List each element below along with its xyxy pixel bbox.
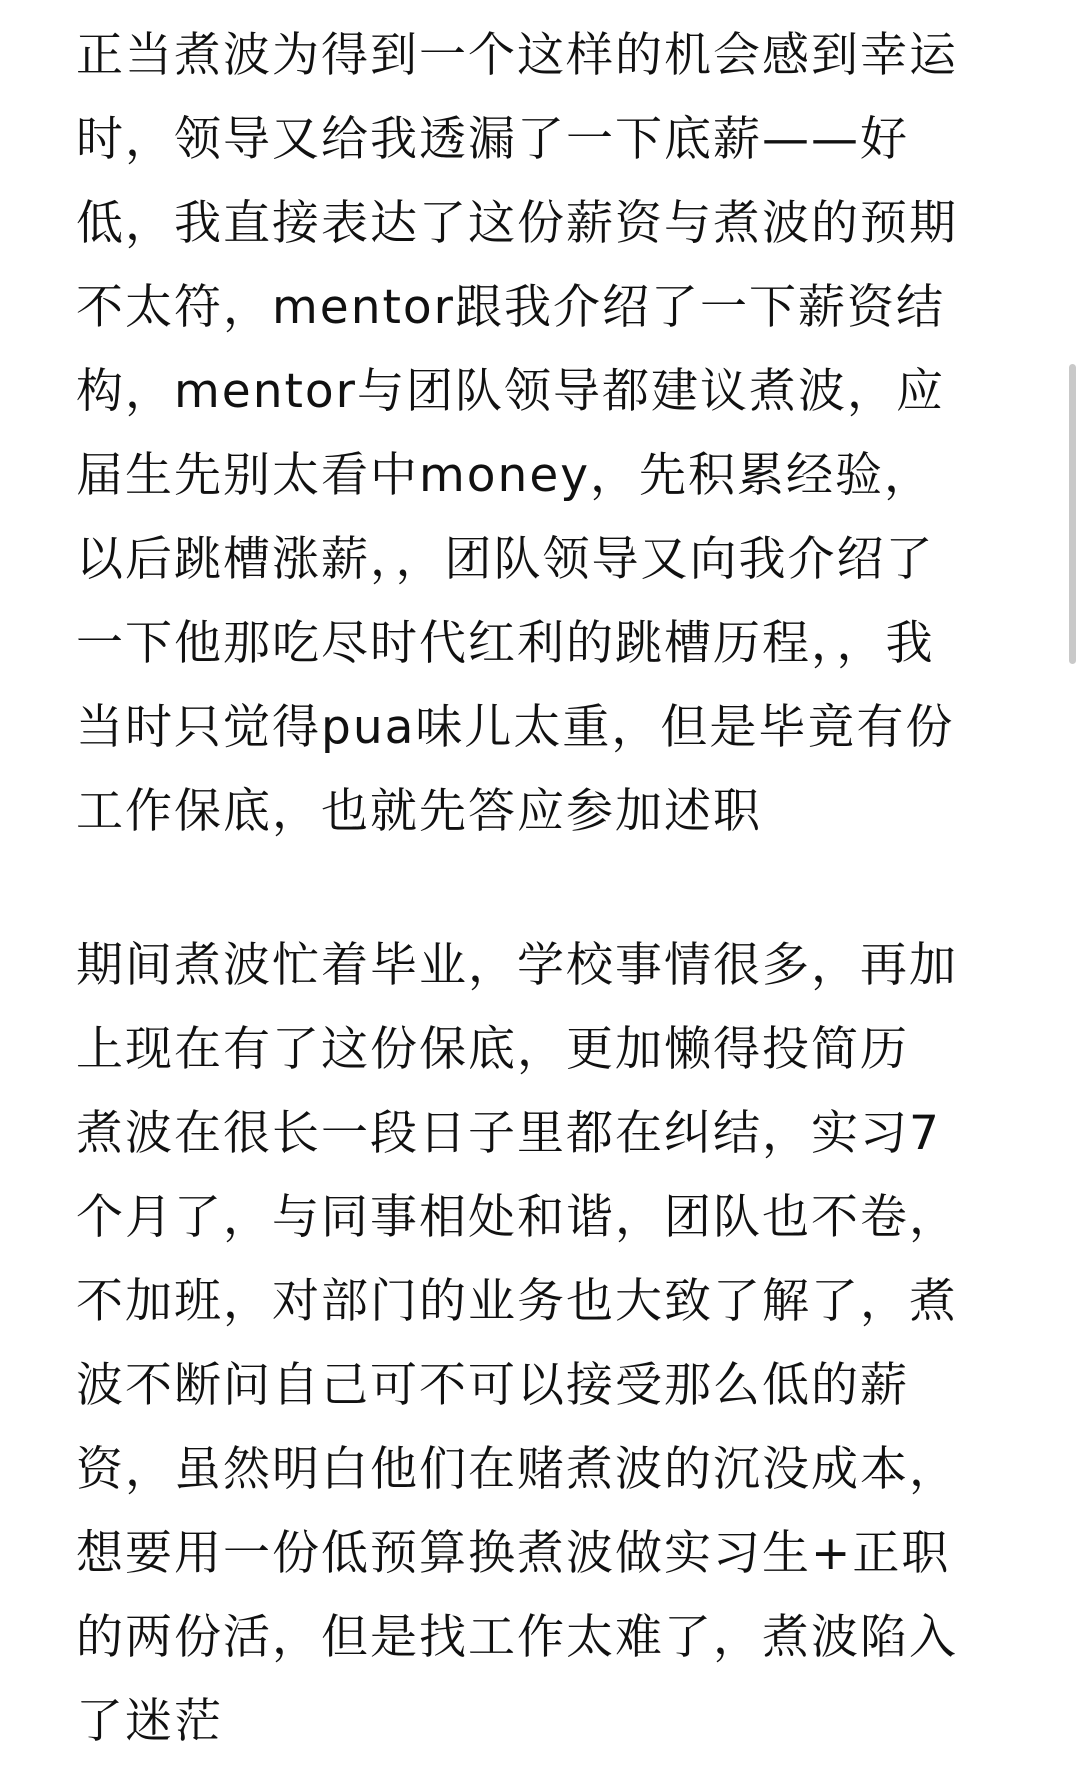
text-line: 工作保底，也就先答应参加述职 (76, 784, 762, 839)
text-line: 个月了，与同事相处和谐，团队也不卷， (76, 1190, 958, 1245)
text-line: 时，领导又给我透漏了一下底薪——好 (76, 112, 909, 167)
text-line: 了迷茫 (76, 1694, 223, 1749)
text-line: 上现在有了这份保底，更加懒得投简历 (76, 1022, 909, 1077)
article-body (76, 14, 1006, 1764)
text-line: 不加班，对部门的业务也大致了解了，煮 (76, 1274, 958, 1329)
paragraph-2 (76, 924, 1006, 1764)
vertical-scrollbar-thumb[interactable] (1069, 364, 1076, 664)
text-line: 一下他那吃尽时代红利的跳槽历程，，我 (76, 616, 935, 671)
text-line: 低，我直接表达了这份薪资与煮波的预期 (76, 196, 958, 251)
paragraph-1 (76, 14, 1006, 854)
text-line: 波不断问自己可不可以接受那么低的薪 (76, 1358, 909, 1413)
text-line: 期间煮波忙着毕业，学校事情很多，再加 (76, 938, 958, 993)
text-line: 的两份活，但是找工作太难了，煮波陷入 (76, 1610, 958, 1665)
text-line: 当时只觉得pua味儿太重，但是毕竟有份 (76, 700, 955, 755)
text-line: 不太符，mentor跟我介绍了一下薪资结 (76, 280, 945, 335)
paragraph-spacer (76, 854, 1006, 924)
text-line: 煮波在很长一段日子里都在纠结，实习7 (76, 1106, 941, 1161)
text-line: 构，mentor与团队领导都建议煮波，应 (76, 364, 945, 419)
text-line: 资，虽然明白他们在赌煮波的沉没成本， (76, 1442, 958, 1497)
text-line: 以后跳槽涨薪，，团队领导又向我介绍了 (76, 532, 935, 587)
text-line: 想要用一份低预算换煮波做实习生+正职 (76, 1526, 951, 1581)
text-line: 届生先别太看中money，先积累经验， (76, 448, 934, 503)
text-line: 正当煮波为得到一个这样的机会感到幸运 (76, 28, 958, 83)
